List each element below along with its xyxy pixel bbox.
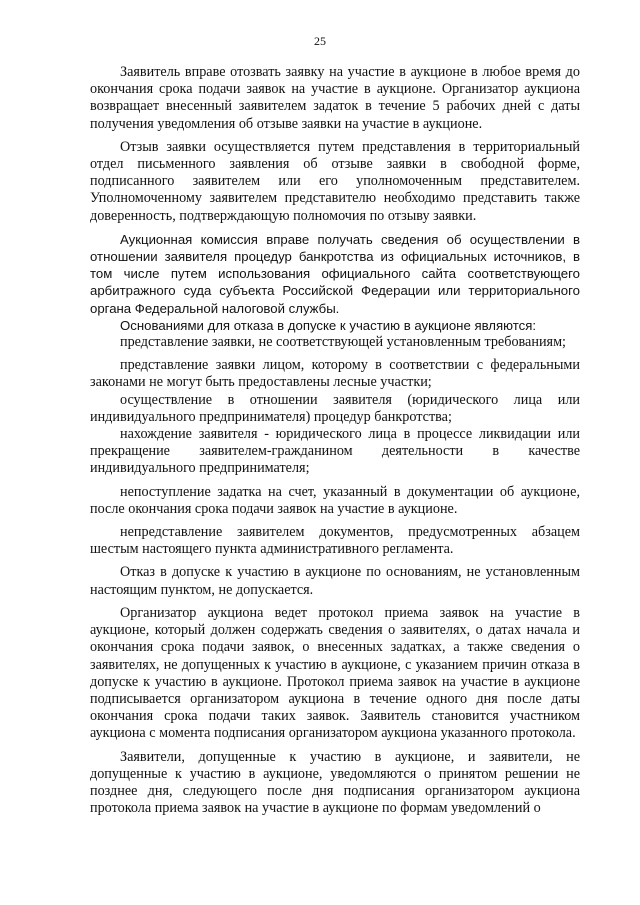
paragraph-notification: Заявители, допущенные к участию в аукционе, и заявители, не допущенные к участию в аукционе, уведомляются о принятом решении не позднее дня, следующего после дня подписания организатором аукциона протокола приема заявок на участие в аукционе по формам уведомлений о bbox=[90, 748, 580, 817]
page-number: 25 bbox=[314, 34, 326, 48]
list-item-ground-6: непредставление заявителем документов, предусмотренных абзацем шестым настоящего пункта административного регламента. bbox=[90, 524, 580, 558]
paragraph-refusal-not-allowed: Отказ в допуске к участию в аукционе по основаниям, не установленным настоящим пунктом, не допускается. bbox=[90, 564, 580, 598]
paragraph-withdraw-application: Заявитель вправе отозвать заявку на участие в аукционе в любое время до окончания срока подачи заявок на участие в аукционе. Организатор аукциона возвращает внесенный заявителем задаток в течение 5 рабочих дней с даты получения уведомления об отзыве заявки на участие в аукционе. bbox=[90, 64, 580, 132]
list-item-ground-5: непоступление задатка на счет, указанный в документации об аукционе, после окончания срока подачи заявок на участие в аукционе. bbox=[90, 483, 580, 517]
document-body bbox=[90, 64, 580, 817]
list-item-ground-2: представление заявки лицом, которому в соответствии с федеральными законами не могут быть предоставлены лесные участки; bbox=[90, 357, 580, 391]
paragraph-commission-rights: Аукционная комиссия вправе получать сведения об осуществлении в отношении заявителя процедур банкротства из официальных источников, в том числе путем использования официального сайта соответствующего арбитражного суда субъекта Российской Федерации или территориального органа Федеральной налоговой службы. bbox=[90, 231, 580, 316]
list-item-ground-4: нахождение заявителя - юридического лица в процессе ликвидации или прекращение заявителем-гражданином деятельности в качестве индивидуального предпринимателя; bbox=[90, 426, 580, 477]
paragraph-protocol: Организатор аукциона ведет протокол приема заявок на участие в аукционе, который должен содержать сведения о заявителях, о датах начала и окончания срока подачи заявок, о внесенных задатках, а также сведения о заявителях, не допущенных к участию в аукционе, с указанием причин отказа в допуске к участию в аукционе. Протокол приема заявок на участие в аукционе подписывается организатором аукциона в течение одного дня после даты окончания срока подачи таких заявок. Заявитель становится участником аукциона с момента подписания организатором аукциона указанного протокола. bbox=[90, 604, 580, 742]
paragraph-refusal-grounds-intro: Основаниями для отказа в допуске к участию в аукционе являются: bbox=[120, 317, 537, 333]
list-item-ground-1: представление заявки, не соответствующей установленным требованиям; bbox=[120, 334, 566, 351]
list-item-ground-3: осуществление в отношении заявителя (юридического лица или индивидуального предпринимателя) процедур банкротства; bbox=[90, 391, 580, 425]
paragraph-withdraw-procedure: Отзыв заявки осуществляется путем представления в территориальный отдел письменного заявления об отзыве заявки в свободной форме, подписанного заявителем или его уполномоченным представителем. Уполномоченному заявителем представителю необходимо представить также доверенность, подтверждающую полномочия по отзыву заявки. bbox=[90, 138, 580, 224]
